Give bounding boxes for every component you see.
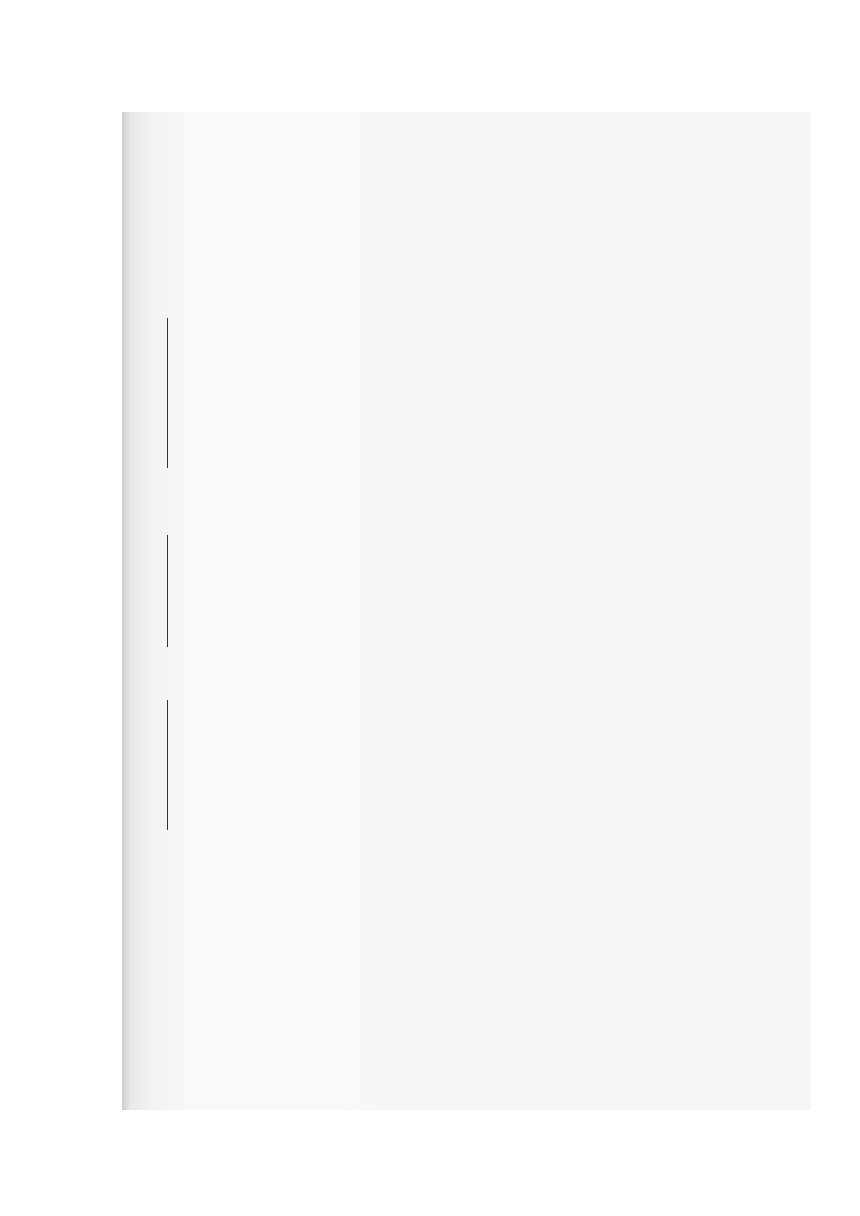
- exam-number-underline: [167, 318, 168, 468]
- scan-edge-shadow: [122, 112, 132, 1110]
- school-underline: [167, 700, 168, 830]
- name-underline: [167, 535, 168, 647]
- scanned-page: [122, 112, 811, 1110]
